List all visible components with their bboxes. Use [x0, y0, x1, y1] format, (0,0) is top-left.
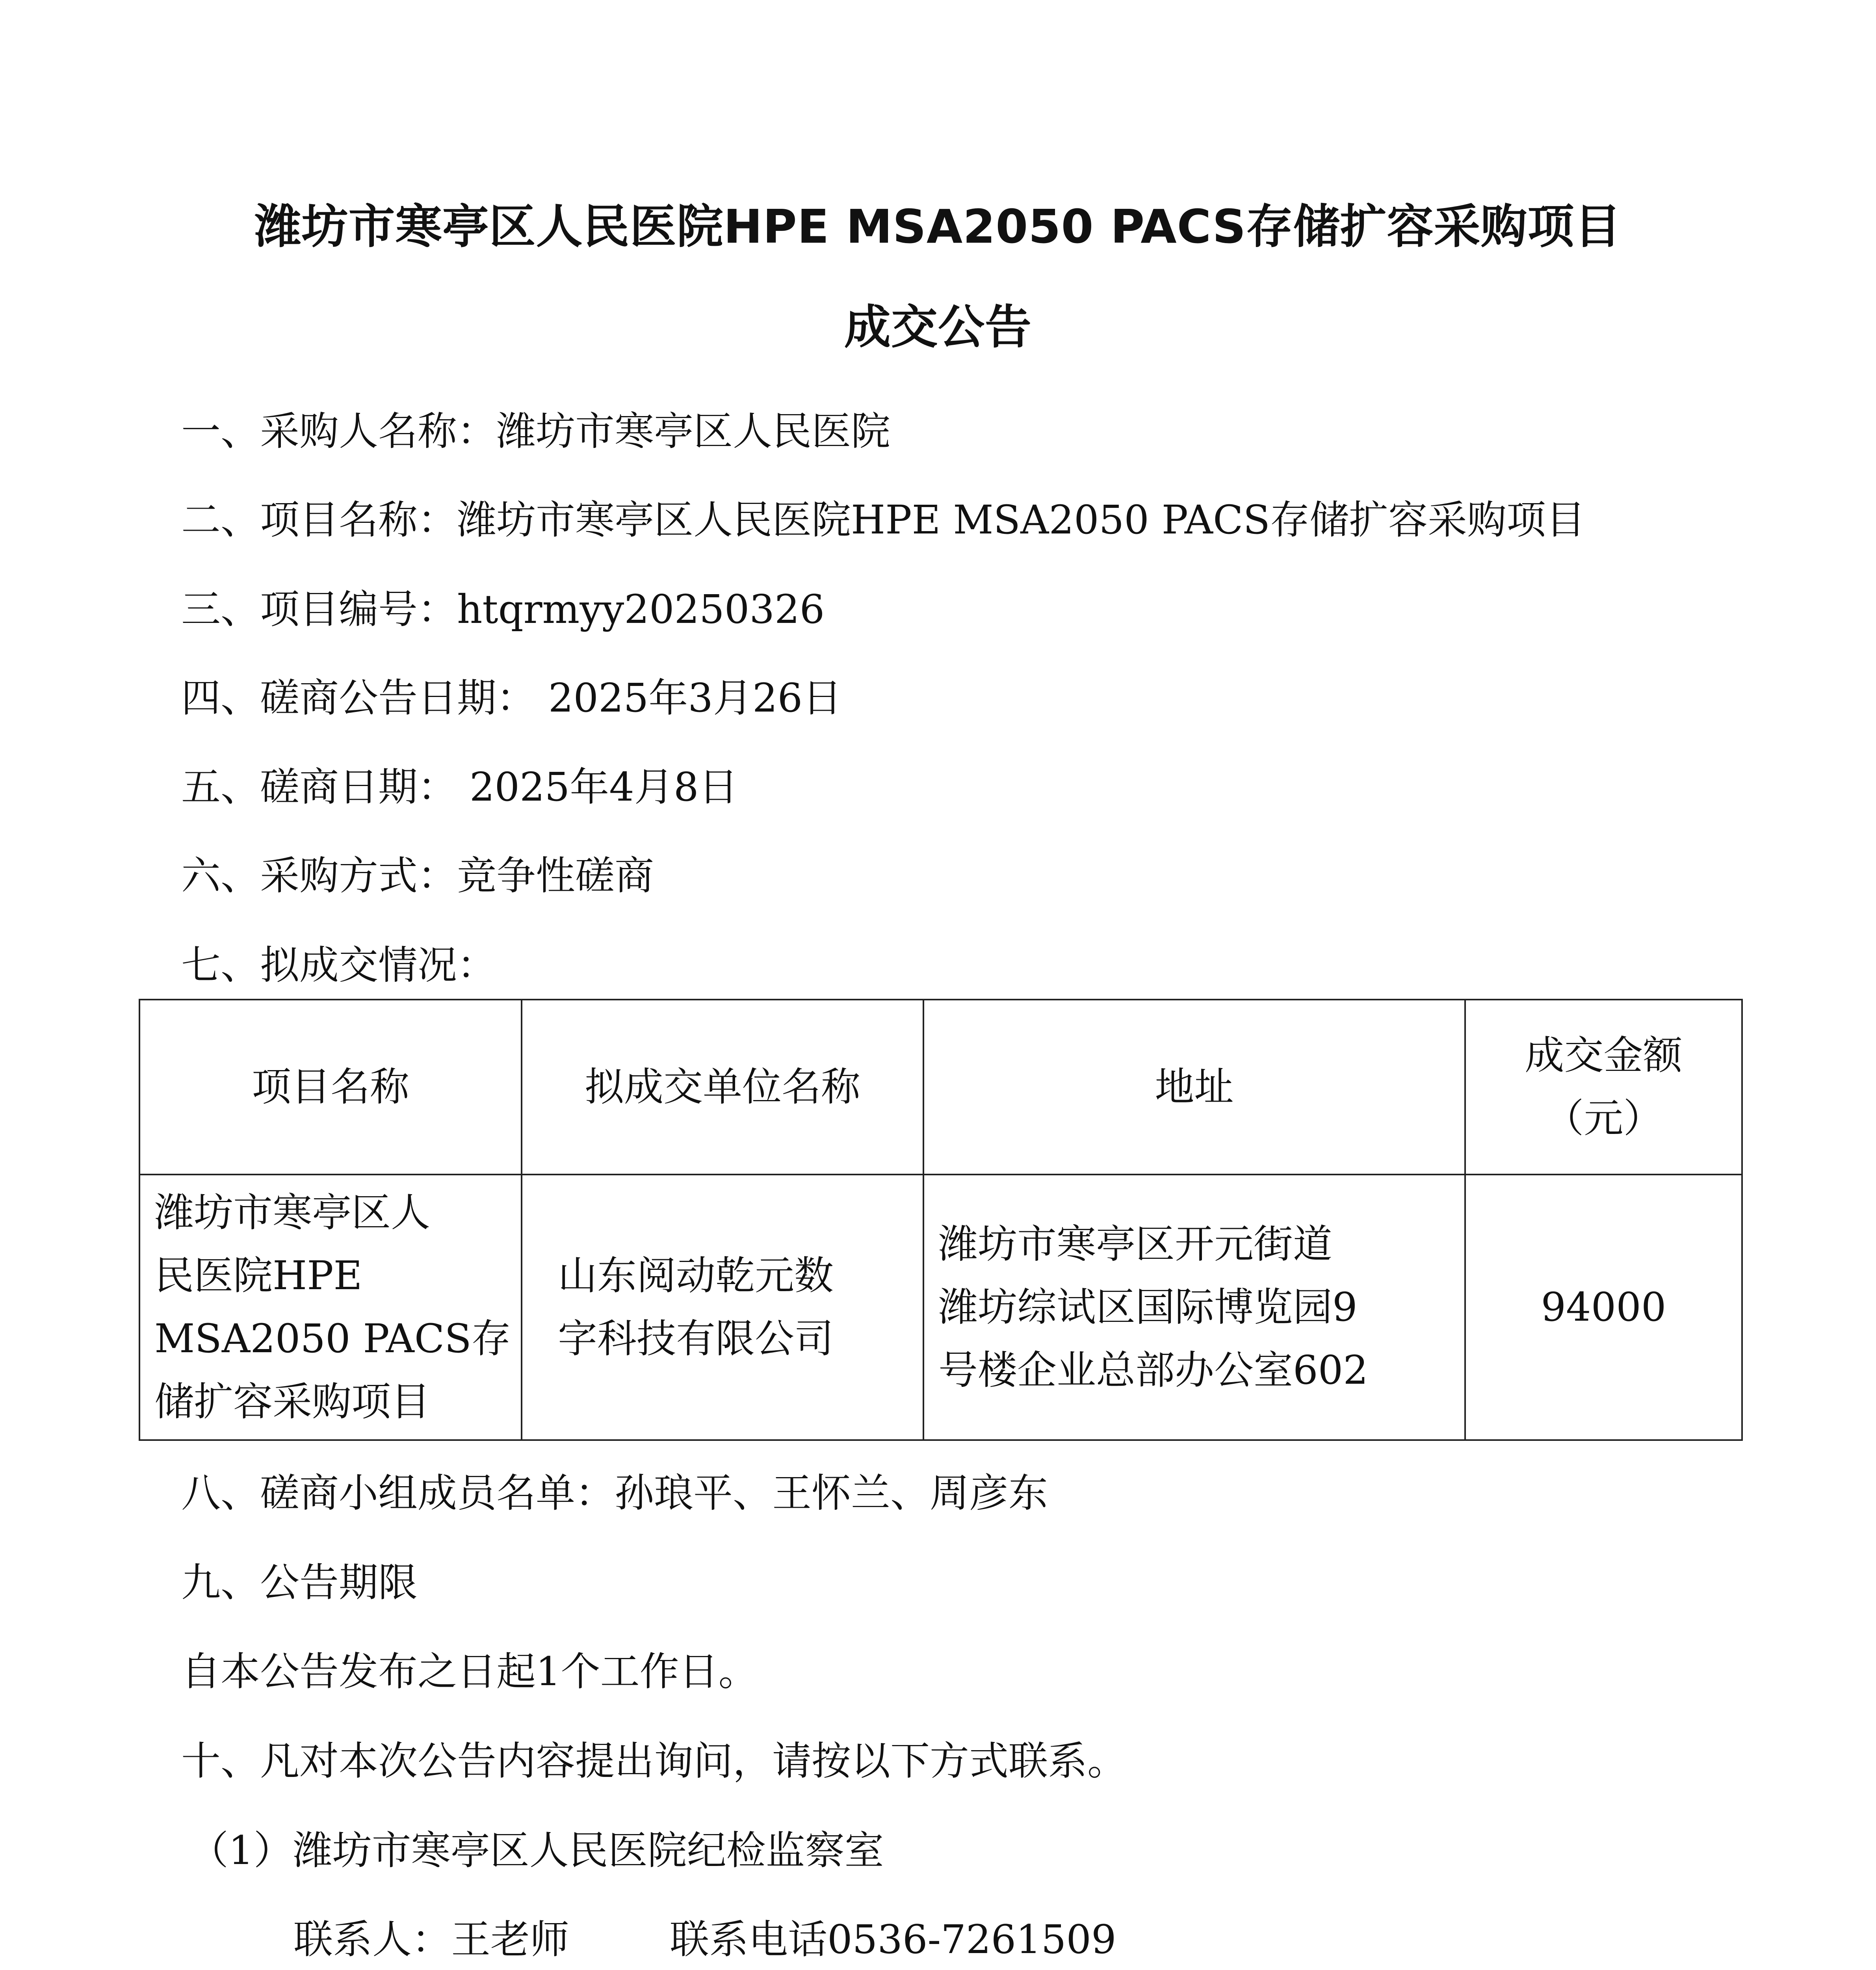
consult-date-line: 五、磋商日期： 2025年4月8日 — [181, 764, 738, 810]
header-winner-name: 拟成交单位名称 — [522, 1000, 923, 1175]
project-name-line: 二、项目名称：潍坊市寒亭区人民医院HPE MSA2050 PACS存储扩容采购项目 — [181, 497, 1586, 543]
cell-winner-name-line: 字科技有限公司 — [558, 1316, 834, 1362]
cell-project-name-line: 储扩容采购项目 — [154, 1379, 430, 1425]
contact1-org: （1）潍坊市寒亭区人民医院纪检监察室 — [189, 1827, 884, 1873]
purchaser-line: 一、采购人名称：潍坊市寒亭区人民医院 — [181, 408, 890, 454]
cell-winner-name-line: 山东阅动乾元数 — [558, 1253, 834, 1299]
notice-title-line1: 潍坊市寒亭区人民医院HPE MSA2050 PACS存储扩容采购项目 — [254, 199, 1622, 254]
cell-project-name — [139, 1175, 522, 1440]
notice-title-line2: 成交公告 — [844, 300, 1032, 354]
table-row — [139, 1175, 1742, 1440]
cell-address — [923, 1175, 1465, 1440]
header-amount-label: 成交金额 — [1525, 1032, 1683, 1078]
notice-date-line: 四、磋商公告日期： 2025年3月26日 — [181, 675, 842, 721]
procurement-method-line: 六、采购方式：竞争性磋商 — [181, 853, 654, 899]
header-project-name: 项目名称 — [139, 1000, 522, 1175]
project-number-line: 三、项目编号：htqrmyy20250326 — [181, 586, 825, 632]
cell-address-line: 潍坊市寒亭区开元街道 — [938, 1221, 1332, 1267]
cell-amount: 94000 — [1465, 1175, 1742, 1440]
deal-table-header-row — [139, 1000, 1742, 1175]
period-text: 自本公告发布之日起1个工作日。 — [181, 1648, 758, 1695]
deal-table — [139, 999, 1743, 1441]
contact-heading: 十、凡对本次公告内容提出询问，请按以下方式联系。 — [181, 1738, 1127, 1784]
header-amount-unit: （元） — [1544, 1095, 1663, 1141]
cell-address-line: 潍坊综试区国际博览园9 — [938, 1284, 1358, 1330]
cell-address-line: 号楼企业总部办公室602 — [938, 1347, 1368, 1393]
panel-members-line: 八、磋商小组成员名单：孙琅平、王怀兰、周彦东 — [181, 1470, 1048, 1516]
contact1-person: 联系人：王老师 — [293, 1916, 569, 1963]
header-amount — [1465, 1000, 1742, 1175]
deal-heading: 七、拟成交情况： — [181, 942, 496, 988]
cell-project-name-line: 潍坊市寒亭区人 — [154, 1189, 430, 1236]
cell-project-name-line: 民医院HPE — [154, 1253, 362, 1299]
header-address: 地址 — [923, 1000, 1465, 1175]
contact1-phone: 联系电话0536-7261509 — [670, 1916, 1116, 1963]
cell-project-name-line: MSA2050 PACS存 — [154, 1316, 511, 1362]
cell-winner-name — [522, 1175, 923, 1440]
period-heading: 九、公告期限 — [181, 1559, 418, 1606]
